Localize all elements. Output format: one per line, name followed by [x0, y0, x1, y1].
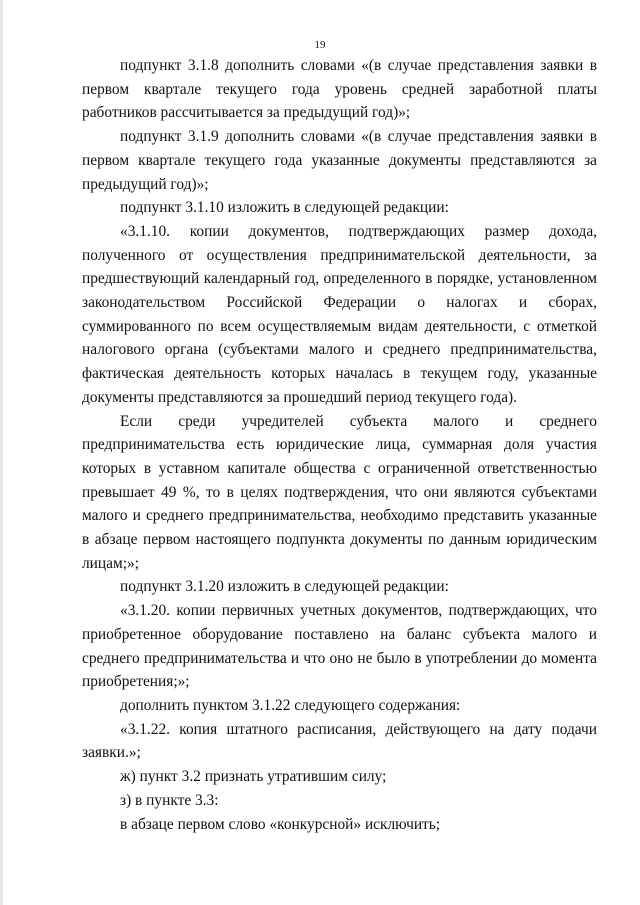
paragraph-first-abzats: в абзаце первом слово «конкурсной» исключить;	[120, 815, 441, 833]
page-left-edge	[0, 0, 3, 905]
paragraph-subitem-3-1-10-text: «3.1.10. копии документов, подтверждающих размер дохода, полученного от осуществления предпринимательской деятельности, за предшествующий календарный год, определенного в порядке, установленном законодательством Российской Федерации о налогах и сборах, суммированного по всем осуществляемым видам деятельности, с отметкой налогового органа (субъектами малого и среднего предпринимательства, фактическая деятельность которых началась в текущем году, указанные документы представляются за прошедший период текущего года).	[82, 222, 597, 406]
paragraph-subitem-3-1-20-intro: подпункт 3.1.20 изложить в следующей редакции:	[120, 578, 449, 596]
paragraph-item-z: з) в пункте 3.3:	[120, 791, 219, 809]
paragraph-subitem-3-1-20-text: «3.1.20. копии первичных учетных документов, подтверждающих, что приобретенное оборудование поставлено на баланс субъекта малого и среднего предпринимательства и что оно не было в употреблении до момента приобретения;»;	[82, 602, 597, 691]
paragraph-subitem-3-1-8: подпункт 3.1.8 дополнить словами «(в случае представления заявки в первом квартале текущего года уровень средней заработной платы работников рассчитывается за предыдущий год)»;	[82, 57, 597, 122]
page-number: 19	[314, 39, 326, 51]
paragraph-subitem-3-1-22-text: «3.1.22. копия штатного расписания, действующего на дату подачи заявки.»;	[82, 720, 597, 762]
paragraph-subitem-3-1-10-intro: подпункт 3.1.10 изложить в следующей редакции:	[120, 199, 449, 217]
paragraph-founders-legal-entities: Если среди учредителей субъекта малого и среднего предпринимательства есть юридические лица, суммарная доля участия которых в уставном капитале общества с ограниченной ответственностью превышает 49 %, то в целях подтверждения, что они являются субъектами малого и среднего предпринимательства, необходимо представить указанные в абзаце первом настоящего подпункта документы по данным юридическим лицам;»;	[82, 412, 597, 572]
paragraph-item-zh: ж) пункт 3.2 признать утратившим силу;	[120, 768, 387, 786]
paragraph-subitem-3-1-9: подпункт 3.1.9 дополнить словами «(в случае представления заявки в первом квартале текущего года указанные документы представляются за предыдущий год)»;	[82, 128, 597, 193]
paragraph-subitem-3-1-22-intro: дополнить пунктом 3.1.22 следующего содержания:	[120, 696, 461, 714]
document-body	[82, 54, 597, 836]
